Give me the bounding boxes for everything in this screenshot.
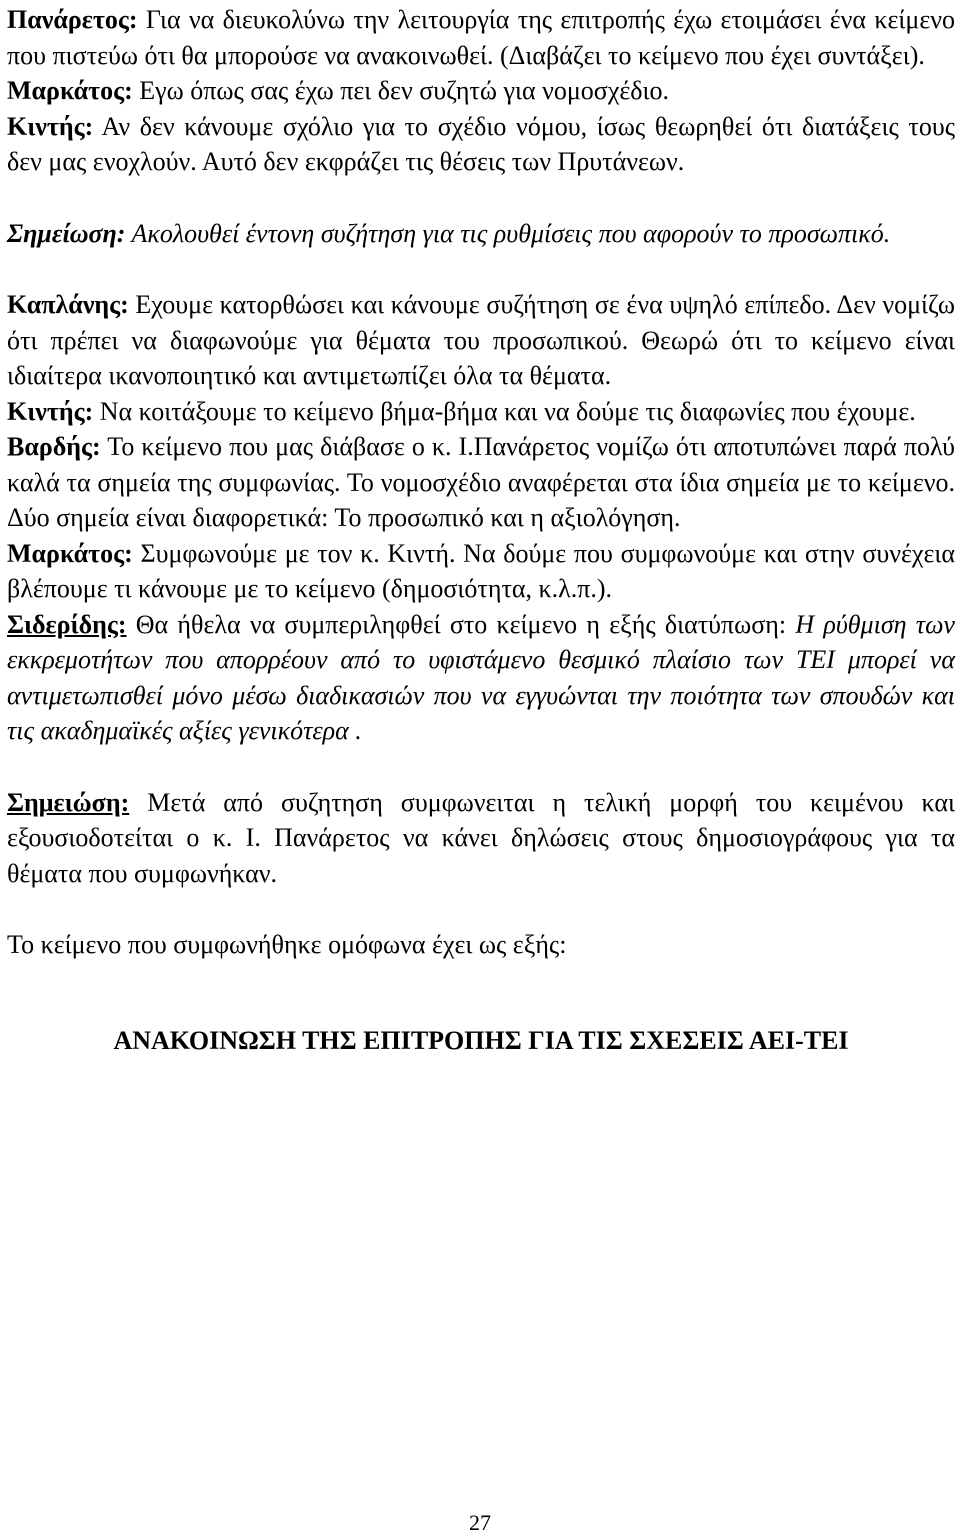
paragraph-text: Το κείμενο που συμφωνήθηκε ομόφωνα έχει ως εξής: [7, 930, 567, 959]
agreed-text-intro [7, 927, 955, 963]
paragraph-text: Το κείμενο που μας διάβασε ο κ. Ι.Πανάρετος νομίζω ότι αποτυπώνει παρά πολύ καλά τα σημεία της συμφωνίας. Το νομοσχέδιο αναφέρεται στα ίδια σημεία με το κείμενο. Δύο σημεία είναι διαφορετικά: Το προσωπικό και η αξιολόγηση. [7, 432, 955, 532]
paragraph-panaretos [7, 2, 955, 73]
note-discussion [7, 216, 955, 252]
paragraph-text: Αν δεν κάνουμε σχόλιο για το σχέδιο νόμου, ίσως θεωρηθεί ότι διατάξεις τους δεν μας ενοχλούν. Αυτό δεν εκφράζει τις θέσεις των Πρυτάνεων. [7, 111, 955, 176]
note-final [7, 785, 955, 892]
speaker-name: Σιδερίδης: [7, 609, 127, 639]
speaker-name: Μαρκάτος: [7, 538, 133, 568]
quoted-wording: Η ρύθμιση των εκκρεμοτήτων που απορρέουν από το υφιστάμενο θεσμικό πλαίσιο των ΤΕΙ μπορεί να αντιμετωπισθεί μόνο μέσω διαδικασιών που να εγγυώνται την ποιότητα των σπουδών και τις ακαδημαϊκές αξίες γενικότερα . [7, 609, 955, 745]
speaker-name: Κιντής: [7, 111, 94, 141]
paragraph-text: Θα ήθελα να συμπεριληφθεί στο κείμενο η εξής διατύπωση: [126, 609, 787, 639]
announcement-heading: ΑΝΑΚΟΙΝΩΣΗ ΤΗΣ ΕΠΙΤΡΟΠΗΣ ΓΙΑ ΤΙΣ ΣΧΕΣΕΙΣ ΑΕΙ-ΤΕΙ [113, 1025, 849, 1055]
paragraph-vardis [7, 429, 955, 536]
note-label: Σημείωση: [7, 218, 126, 248]
paragraph-kaplanis [7, 287, 955, 394]
page-number: 27 [469, 1510, 491, 1535]
note-text: Ακολουθεί έντονη συζήτηση για τις ρυθμίσεις που αφορούν το προσωπικό. [125, 218, 891, 248]
paragraph-kintis-2 [7, 394, 955, 430]
paragraph-text: Εχουμε κατορθώσει και κάνουμε συζήτηση σε ένα υψηλό επίπεδο. Δεν νομίζω ότι πρέπει να διαφωνούμε για θέματα του προσωπικού. Θεωρώ ότι το κείμενο είναι ιδιαίτερα ικανοποιητικό και αντιμετωπίζει όλα τα θέματα. [7, 290, 955, 390]
paragraph-sideridis [7, 607, 955, 749]
note-text: Μετά από συζητηση συμφωνειται η τελική μορφή του κειμένου και εξουσιοδοτείται ο κ. Ι. Πανάρετος να κάνει δηλώσεις στους δημοσιογράφους για τα θέματα που συμφωνήκαν. [7, 787, 955, 888]
paragraph-text: Για να διευκολύνω την λειτουργία της επιτροπής έχω ετοιμάσει ένα κείμενο που πιστεύω ότι θα μπορούσε να ανακοινωθεί. (Διαβάζει το κείμενο που έχει συντάξει). [7, 5, 955, 70]
speaker-name: Κιντής: [7, 396, 94, 426]
note-label: Σημειώση: [7, 787, 130, 817]
paragraph-markatos-2 [7, 536, 955, 607]
paragraph-kintis [7, 109, 955, 180]
paragraph-text: Εγω όπως σας έχω πει δεν συζητώ για νομοσχέδιο. [132, 76, 670, 105]
speaker-name: Βαρδής: [7, 432, 101, 461]
paragraph-markatos [7, 73, 955, 109]
document-page [7, 2, 955, 1058]
paragraph-text: Να κοιτάξουμε το κείμενο βήμα-βήμα και να δούμε τις διαφωνίες που έχουμε. [93, 396, 916, 426]
speaker-name: Πανάρετος: [7, 5, 138, 34]
paragraph-text: Συμφωνούμε με τον κ. Κιντή. Να δούμε που συμφωνούμε και στην συνέχεια βλέπουμε τι κάνουμε με το κείμενο (δημοσιότητα, κ.λ.π.). [7, 538, 955, 603]
speaker-name: Καπλάνης: [7, 290, 129, 319]
speaker-name: Μαρκάτος: [7, 76, 133, 105]
